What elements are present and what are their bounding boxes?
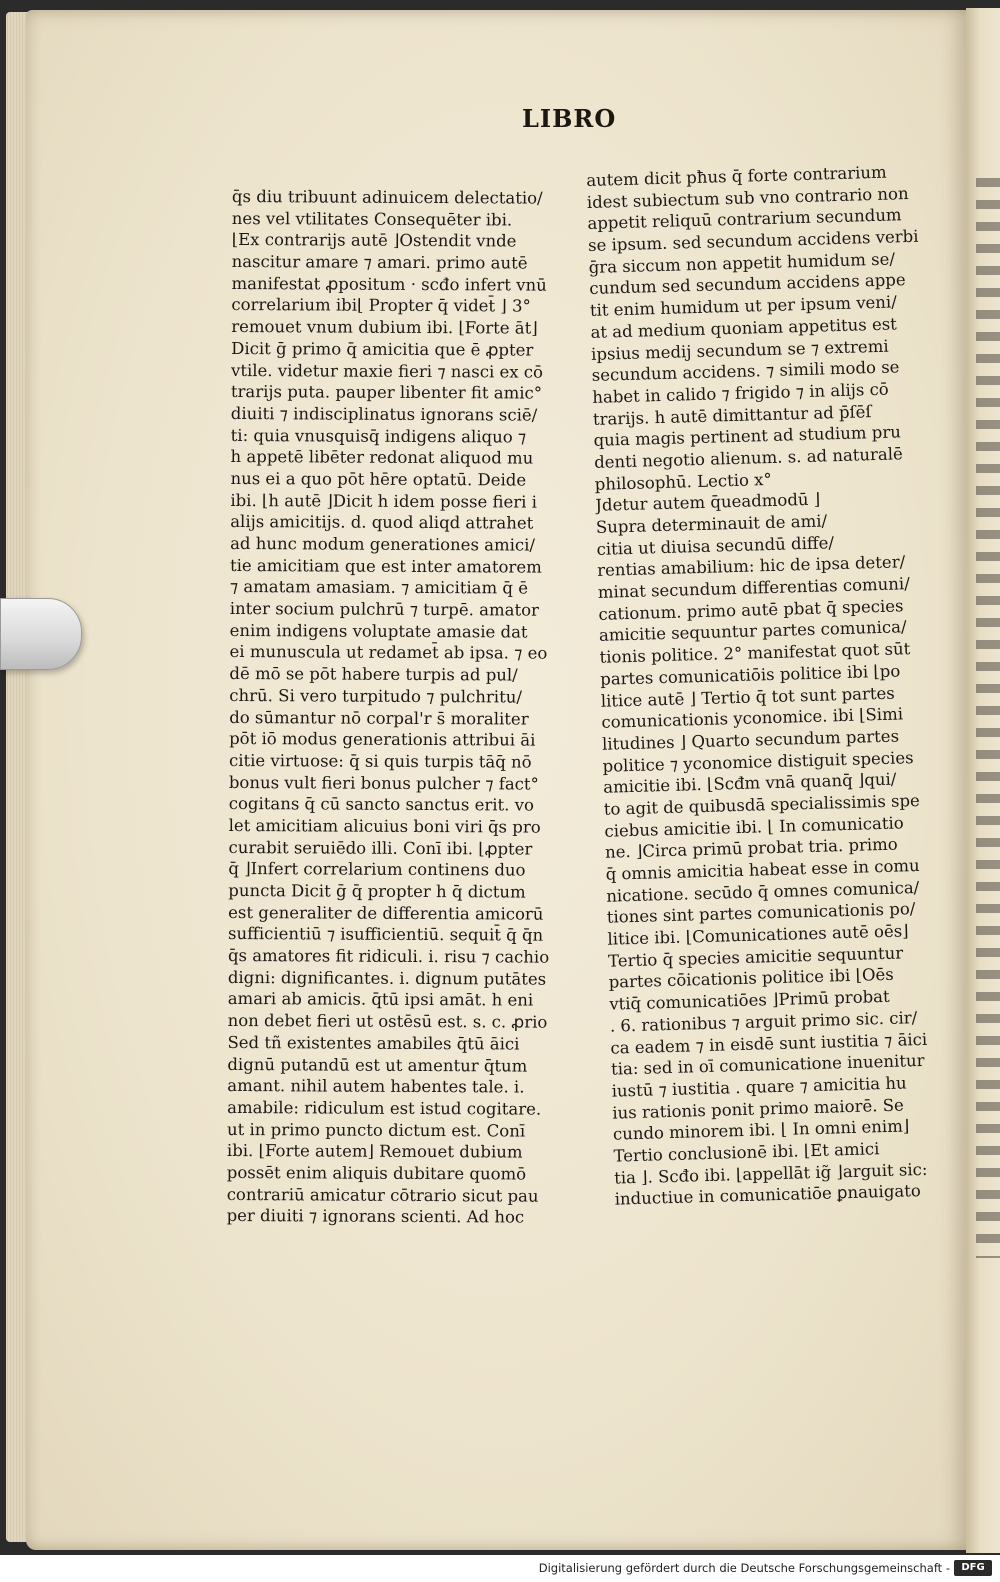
left-column-line: ut in primo puncto dictum est. Conī xyxy=(227,1119,526,1141)
left-column-line: ⌊Ex contrarijs autē ⌋Ostendit vnde xyxy=(231,230,517,251)
right-column-line: nicatione. secūdo q̄ omnes comunica/ xyxy=(606,877,920,906)
left-column-line: cogitans q̄ cū sancto sanctus erit. vo xyxy=(228,794,534,815)
right-column-line: tit enim humidum ut per ipsum veni/ xyxy=(589,292,898,321)
left-column-line: ad hunc modum generationes amici/ xyxy=(230,533,536,555)
right-column-line: cundum sed secundum accidens appe xyxy=(589,270,906,299)
left-column-line: pōt iō modus generationis attribui āi xyxy=(229,729,536,750)
left-column-line: vtile. videtur maxie fieri ⁊ nasci ex cō xyxy=(230,360,544,382)
right-column-line: cundo minorem ibi. ⌊ In omni enim⌋ xyxy=(612,1116,910,1144)
left-column-line: alijs amicitijs. d. quod aliqd attrahet xyxy=(230,512,534,533)
right-column-line: . 6. rationibus ⁊ arguit primo sic. cir/ xyxy=(609,1007,918,1036)
left-column-line: citie virtuose: q̄ si quis turpis tāq̄ nō xyxy=(228,750,532,772)
left-column-line: bonus vult fieri bonus pulcher ⁊ fact° xyxy=(228,772,539,794)
left-column-line: amabile: ridiculum est istud cogitare. xyxy=(227,1097,542,1119)
left-column-line: remouet vnum dubium ibi. ⌊Forte āt⌋ xyxy=(231,317,538,338)
right-column-line: iustū ⁊ iustitia . quare ⁊ amicitia hu xyxy=(611,1073,907,1101)
right-text-column xyxy=(586,161,945,1211)
right-column-line: ipsius medij secundum se ⁊ extremi xyxy=(590,336,889,364)
left-column-line: nascitur amare ⁊ amari. primo autē xyxy=(231,252,528,273)
right-column-line: Tertio conclusionē ibi. ⌊Et amici xyxy=(613,1139,880,1166)
right-column-line: at ad medium quoniam appetitus est xyxy=(590,314,898,342)
left-column-line: possēt enim aliquis dubitare quomō xyxy=(226,1162,527,1184)
left-column-line: amant. nihil autem habentes tale. i. xyxy=(227,1076,525,1097)
right-column-line: quia magis pertinent ad studium pru xyxy=(593,422,902,451)
left-column-line: puncta Dicit ḡ q̄ propter h q̄ dictum xyxy=(228,880,526,902)
left-column-line: non debet fieri ut ostēsū est. s. c. ꝓrio xyxy=(227,1011,548,1032)
page-clip xyxy=(0,598,82,670)
left-column-line: diuiti ⁊ indisciplinatus ignorans sciē/ xyxy=(230,403,538,425)
left-text-column xyxy=(227,186,554,1229)
facing-page-text-shadow xyxy=(976,178,1000,1258)
right-column-line: tia ⌋. Scđo ibi. ⌊appellāt ig̃ ⌋arguit sic: xyxy=(613,1159,928,1188)
right-column-line: idest subiectum sub vno contrario non xyxy=(586,183,909,212)
left-column-line: Sed tñ existentes amabiles q̄tū āici xyxy=(227,1032,520,1054)
right-column-line: Supra determinauit de ami/ xyxy=(595,511,828,537)
right-column-line: ciebus amicitie ibi. ⌊ In comunicatio xyxy=(604,813,904,841)
left-column-line: digni: dignificantes. i. dignum putātes xyxy=(227,967,547,989)
left-column-line: ei munuscula ut redamet̄ ab ipsa. ⁊ eo xyxy=(229,642,548,664)
footer-bar xyxy=(0,1555,1000,1582)
left-column-line: chrū. Si vero turpitudo ⁊ pulchritu/ xyxy=(229,685,522,707)
left-column-line: manifestat ꝓpositum · scđo infert vnū xyxy=(231,273,547,295)
right-column-line: tia: sed in oī comunicatione inuenitur xyxy=(610,1051,925,1079)
right-column-line: minat secundum differentias comuni/ xyxy=(597,574,910,602)
left-column-line: amari ab amicis. q̄tū ipsi amāt. h eni xyxy=(227,989,534,1011)
left-column-line: do sūmantur nō corpal'r s̄ moraliter xyxy=(229,707,529,729)
right-column-line: q̄ omnis amicitia habeat esse in comu xyxy=(605,855,920,884)
right-column-line: litudines ⌋ Quarto secundum partes xyxy=(601,726,900,754)
left-column-line: est generaliter de differentia amicorū xyxy=(228,902,544,924)
right-column-line: Tertio q̄ species amicitie sequuntur xyxy=(607,943,904,971)
right-column-line: ne. ⌋Circa primū probat tria. primo xyxy=(604,834,898,863)
right-column-line: inductiue in comunicatiōe ꝑnauigato xyxy=(614,1181,922,1209)
right-column-line: secundum accidens. ⁊ simili modo se xyxy=(591,357,900,386)
right-column-line: to agit de quibusdā specialissimis spe xyxy=(603,790,921,819)
right-column-line: se ipsum. sed secundum accidens verbi xyxy=(587,226,919,256)
right-column-line: ḡra siccum non appetit humidum se/ xyxy=(588,249,896,277)
right-column-line: litice autē ⌋ Tertio q̄ tot sunt partes xyxy=(600,683,895,711)
right-column-line: ca eadem ⁊ in eisdē sunt iustitia ⁊ āici xyxy=(610,1029,928,1058)
left-column-line: ⁊ amatam amasiam. ⁊ amicitiam q̄ ē xyxy=(229,577,529,598)
right-column-line: philosophū. Lectio x° xyxy=(594,469,772,494)
left-column-line: correlarium ibi⌊ Propter q̄ videt̄ ⌋ 3° xyxy=(231,295,531,317)
left-column-line: dē mō se pōt habere turpis ad pul/ xyxy=(229,664,518,685)
right-column-line: tionis politice. 2° manifestat quot sūt xyxy=(599,639,911,667)
right-column-line: appetit reliquū contrarium secundum xyxy=(587,205,902,234)
left-column-line: h appetē libēter redonat aliquod mu xyxy=(230,447,534,468)
right-column-line: trarijs. h autē dimittantur ad p̄ſēſ xyxy=(592,401,872,429)
left-column-line: inter socium pulchrū ⁊ turpē. amator xyxy=(229,599,539,620)
right-column-line: ius rationis ponit primo maiorē. Se xyxy=(612,1095,905,1123)
right-column-line: denti negotio alienum. s. ad naturalē xyxy=(593,444,904,472)
left-column-line: tie amicitiam que est inter amatorem xyxy=(229,555,542,577)
left-column-line: nus ei a quo pōt hēre optatū. Deide xyxy=(230,468,527,490)
right-column-line: Jdetur autem q̄ueadmodū ⌋ xyxy=(595,489,821,516)
left-column-line: curabit seruiēdo illi. Conī ibi. ⌊ꝓpter xyxy=(228,837,533,859)
right-column-line: vtiq̄ comunicatiōes ⌋Primū probat xyxy=(609,986,890,1014)
left-column-line: dignū putandū est ut amentur q̄tum xyxy=(227,1054,528,1076)
right-column-line: citia ut diuisa secundū diffe/ xyxy=(596,532,835,559)
right-column-line: litice ibi. ⌊Comunicationes autē oēs⌋ xyxy=(607,921,909,949)
left-column-line: q̄ ⌋Infert correlarium continens duo xyxy=(228,859,526,880)
left-column-line: q̄s amatores fit ridiculi. i. risu ⁊ cachio xyxy=(227,946,550,967)
right-column-line: tiones sint partes comunicationis po/ xyxy=(606,899,916,928)
left-column-line: q̄s diu tribuunt adinuicem delectatio/ xyxy=(231,186,543,208)
left-column-line: sufficientiū ⁊ isufficientiū. sequit̄ q̄ q̄n xyxy=(228,924,544,946)
dfg-logo: DFG xyxy=(954,1560,992,1576)
right-column-line: cationum. primo autē pbat q̄ species xyxy=(598,596,904,624)
left-column-line: nes vel vtilitates Consequēter ibi. xyxy=(231,208,513,230)
facing-page-edge xyxy=(966,8,1000,1553)
right-column-line: rentias amabilium: hic de ipsa deter/ xyxy=(596,552,906,581)
right-column-line: autem dicit pħus q̄ forte contrarium xyxy=(586,162,887,190)
left-column-line: per diuiti ⁊ ignorans scienti. Ad hoc xyxy=(226,1206,525,1227)
left-column-line: ti: quia vnusquisq̄ indigens aliquo ⁊ xyxy=(230,425,527,447)
left-column-line: let amicitiam alicuius boni viri q̄s pro xyxy=(228,815,541,837)
right-column-line: partes cōicationis politice ibi ⌊Oēs xyxy=(608,965,895,993)
left-column-line: ibi. ⌊h autē ⌋Dicit h idem posse fieri i xyxy=(230,490,538,512)
right-column-line: habet in calido ⁊ frigido ⁊ in alijs cō xyxy=(592,379,889,407)
right-column-line: comunicationis yconomice. ibi ⌊Simi xyxy=(601,704,904,732)
left-column-line: contrariū amicatur cōtrario sicut pau xyxy=(226,1184,539,1206)
right-column-line: politice ⁊ yconomice distiguit species xyxy=(602,747,914,776)
funding-credit: Digitalisierung gefördert durch die Deutsche Forschungsgemeinschaft - xyxy=(538,1561,950,1575)
left-column-line: ibi. ⌊Forte autem⌋ Remouet dubium xyxy=(226,1141,523,1162)
left-column-line: trarijs puta. pauper libenter fit amic° xyxy=(230,382,543,403)
right-column-line: amicitie ibi. ⌊Scđm vnā quanq̄ ⌋qui/ xyxy=(602,769,897,798)
right-column-line: amicitie sequuntur partes comunica/ xyxy=(598,617,907,646)
left-column-line: Dicit ḡ primo q̄ amicitia que ē ꝓpter xyxy=(231,338,534,360)
running-head: LIBRO xyxy=(522,104,617,133)
left-column-line: enim indigens voluptate amasie dat xyxy=(229,620,528,642)
right-column-line: partes comunicatiōis politice ibi ⌊po xyxy=(599,661,901,689)
